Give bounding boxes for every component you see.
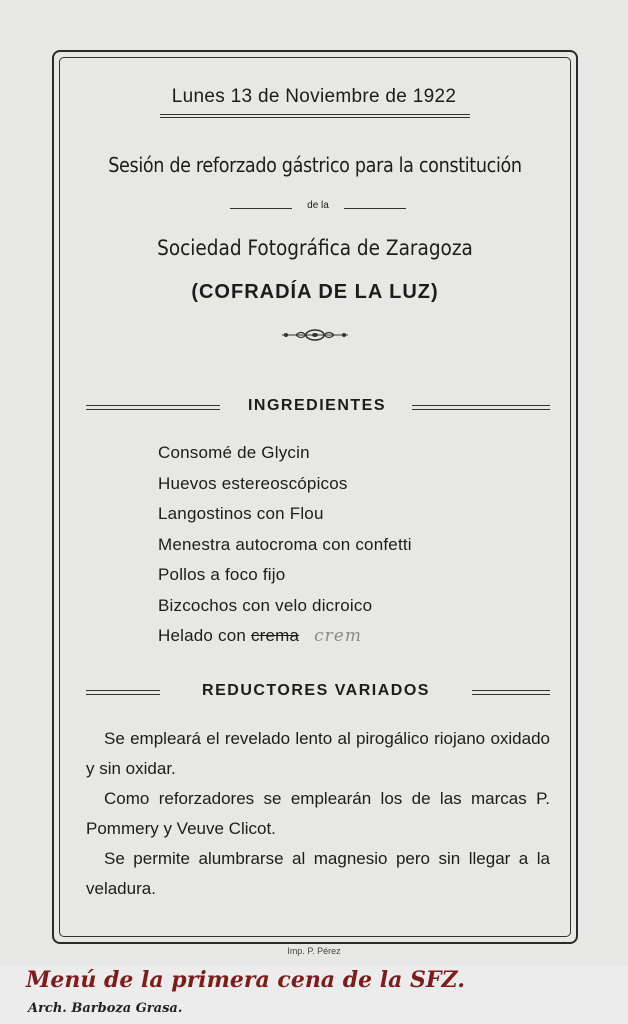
cofradia-name: (COFRADÍA DE LA LUZ) [191,281,439,303]
reductores-heading: REDUCTORES VARIADOS [202,682,430,699]
ornament-icon [280,327,350,343]
date-underline-bottom [160,117,470,118]
list-item: Huevos estereoscópicos [158,473,348,493]
date-underline-top [160,114,470,115]
list-item [158,621,412,652]
reductores-rule-right [472,690,550,695]
paragraph: Se permite alumbrarse al magnesio pero sin llegar a la veladura. [86,849,550,898]
connector-rule-right [344,208,406,209]
list-item: Pollos a foco fijo [158,565,286,584]
menu-headline: Sesión de reforzado gástrico para la constitución [108,153,522,177]
list-item: Menestra autocroma con confetti [158,534,412,554]
connector-text: de la [307,200,329,211]
reductores-text [86,724,550,904]
printer-mark: Imp. P. Pérez [287,946,341,956]
ingredients-rule-left [86,405,220,410]
paragraph: Como reforzadores se emplearán los de las marcas P. Pommery y Veuve Clicot. [86,789,550,838]
handwritten-correction: crem [314,626,362,646]
paragraph: Se empleará el revelado lento al pirogálico riojano oxidado y sin oxidar. [86,729,550,778]
struck-word: crema [250,626,300,645]
ingredients-heading: INGREDIENTES [247,397,386,414]
list-item: Bizcochos con velo dicroico [158,595,373,615]
list-item: Langostinos con Flou [158,504,324,523]
reductores-rule-left [86,690,160,695]
caption-title: Menú de la primera cena de la SFZ. [26,967,465,993]
menu-date: Lunes 13 de Noviembre de 1922 [171,86,457,107]
caption-credit: Arch. Barboza Grasa. [28,1001,183,1016]
ingredients-list [158,438,412,652]
list-item: Consomé de Glycin [158,443,310,462]
connector-line [230,198,406,218]
ingredients-rule-right [412,405,550,410]
society-name: Sociedad Fotográfica de Zaragoza [157,236,473,260]
list-item-prefix: Helado con [158,626,247,645]
